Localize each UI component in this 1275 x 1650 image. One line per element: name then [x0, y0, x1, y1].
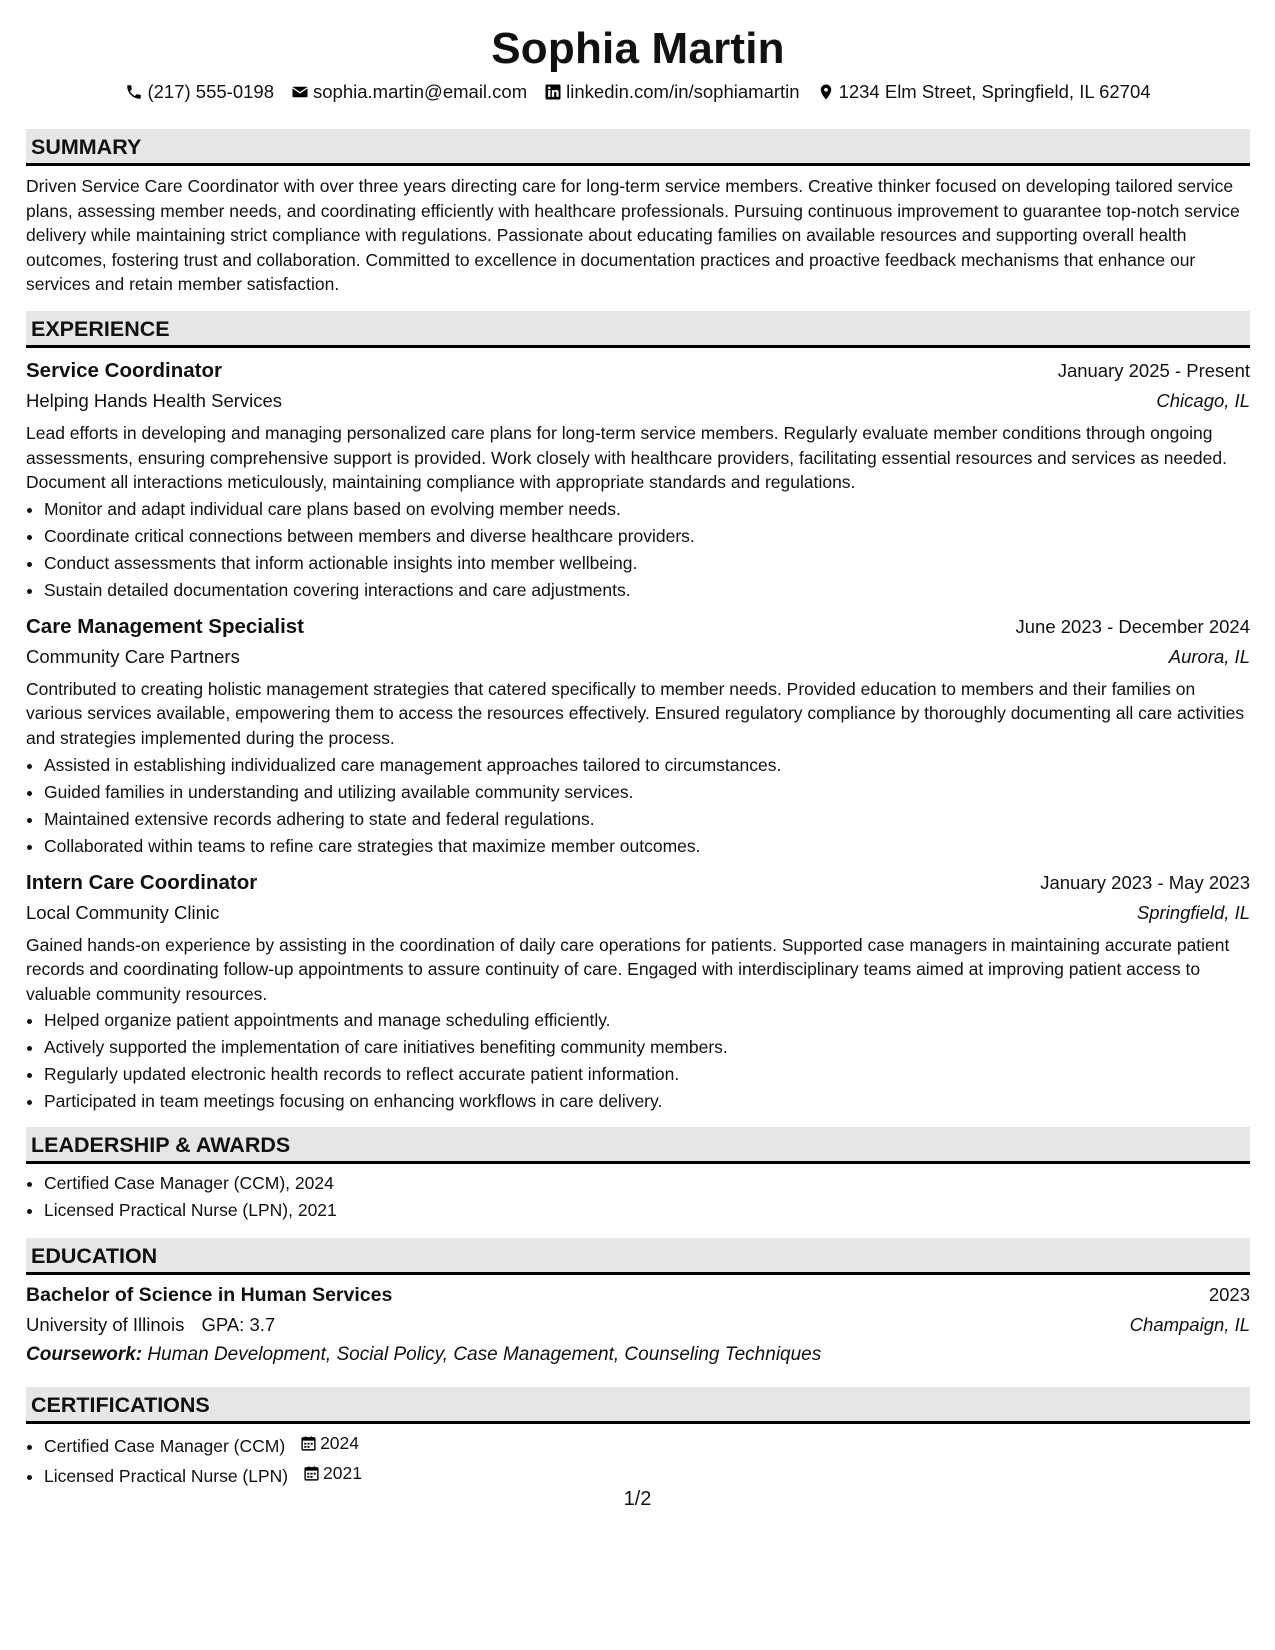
- job-location: Springfield, IL: [1136, 901, 1250, 923]
- list-item: • Certified Case Manager (CCM), 2024: [44, 1170, 1250, 1197]
- job-entry: [26, 868, 1250, 1116]
- list-item: • Guided families in understanding and utilizing available community services.: [44, 779, 1250, 806]
- job-entry: [26, 612, 1250, 860]
- job-entry: [26, 356, 1250, 604]
- experience-heading: EXPERIENCE: [26, 311, 1250, 348]
- page-number: 1/2: [623, 1488, 652, 1510]
- cert-year: 2024: [320, 1433, 359, 1454]
- contact-linkedin[interactable]: [544, 78, 799, 106]
- job-company: Helping Hands Health Services: [26, 389, 283, 411]
- list-item: • Assisted in establishing individualized care management approaches tailored to circumstances.: [44, 752, 1250, 779]
- awards-heading: LEADERSHIP & AWARDS: [26, 1127, 1250, 1164]
- gpa: GPA: 3.7: [201, 1314, 276, 1336]
- phone-text: (217) 555-0198: [147, 81, 274, 102]
- job-description: Lead efforts in developing and managing personalized care plans for long-term service members. Regularly evaluate member conditions through ongoing assessments, ensuring comprehensive support is provided. Work closely with healthcare providers, facilitating essential resources and services as needed. Document all interactions meticulously, maintaining compliance with appropriate standards and regulations.: [26, 422, 1227, 493]
- resume-page: [26, 22, 1250, 1490]
- list-item: • Participated in team meetings focusing on enhancing workflows in care delivery.: [44, 1088, 1250, 1115]
- certifications-heading: CERTIFICATIONS: [26, 1387, 1250, 1424]
- contact-bar: [26, 78, 1250, 106]
- address-text: 1234 Elm Street, Springfield, IL 62704: [838, 81, 1151, 102]
- contact-address: [817, 78, 1151, 106]
- list-item: [44, 1460, 1250, 1490]
- job-company: Local Community Clinic: [26, 901, 220, 923]
- list-item: • Coordinate critical connections between members and diverse healthcare providers.: [44, 523, 1250, 550]
- certifications-section: [26, 1387, 1250, 1490]
- list-item: • Helped organize patient appointments and manage scheduling efficiently.: [44, 1007, 1250, 1034]
- job-title: Intern Care Coordinator: [26, 870, 258, 894]
- calendar-icon: [303, 1465, 320, 1482]
- map-pin-icon: [817, 83, 835, 101]
- job-dates: January 2023 - May 2023: [1040, 871, 1250, 893]
- cert-date: [300, 1430, 359, 1457]
- list-item: • Regularly updated electronic health records to reflect accurate patient information.: [44, 1061, 1250, 1088]
- summary-text: Driven Service Care Coordinator with over three years directing care for long-term service members. Creative thinker focused on developing tailored service plans, assessing member needs, and coordinating efficiently with healthcare professionals. Pursuing continuous improvement to guarantee top-notch service delivery while maintaining strict compliance with regulations. Passionate about educating families on available resources and supporting overall health outcomes, fostering trust and collaboration. Committed to excellence in documentation practices and proactive feedback mechanisms that enhance our services and retain member satisfaction.: [26, 176, 1240, 295]
- cert-name: Licensed Practical Nurse (LPN): [44, 1466, 289, 1487]
- linkedin-icon: [544, 83, 562, 101]
- linkedin-text[interactable]: linkedin.com/in/sophiamartin: [566, 81, 800, 102]
- list-item: • Monitor and adapt individual care plans based on evolving member needs.: [44, 496, 1250, 523]
- job-dates: June 2023 - December 2024: [1015, 615, 1250, 637]
- job-bullets: [26, 496, 1250, 604]
- job-description: Gained hands-on experience by assisting in the coordination of daily care operations for patients. Supported case managers in maintaining accurate patient records and coordinating follow-up appointments to assure continuity of care. Engaged with interdisciplinary teams aimed at improving patient access to valuable community resources.: [26, 934, 1230, 1004]
- list-item: • Maintained extensive records adhering to state and federal regulations.: [44, 806, 1250, 833]
- contact-phone: [125, 78, 274, 106]
- cert-date: [303, 1460, 362, 1487]
- list-item: • Licensed Practical Nurse (LPN), 2021: [44, 1197, 1250, 1224]
- job-location: Aurora, IL: [1168, 645, 1250, 667]
- education-section: [26, 1238, 1250, 1370]
- envelope-icon: [291, 83, 309, 101]
- job-bullets: [26, 752, 1250, 860]
- experience-section: [26, 311, 1250, 1115]
- awards-list: [26, 1170, 1250, 1224]
- coursework-label: Coursework:: [26, 1344, 143, 1366]
- job-location: Chicago, IL: [1156, 389, 1250, 411]
- education-heading: EDUCATION: [26, 1238, 1250, 1275]
- phone-icon: [125, 83, 143, 101]
- job-title: Service Coordinator: [26, 358, 222, 382]
- job-title: Care Management Specialist: [26, 614, 304, 638]
- graduation-year: 2023: [1208, 1284, 1250, 1306]
- list-item: [44, 1430, 1250, 1460]
- contact-email[interactable]: [291, 78, 527, 106]
- cert-name: Certified Case Manager (CCM): [44, 1436, 286, 1457]
- job-dates: January 2025 - Present: [1057, 359, 1250, 381]
- degree-title: Bachelor of Science in Human Services: [26, 1284, 393, 1307]
- job-bullets: [26, 1007, 1250, 1115]
- email-text[interactable]: sophia.martin@email.com: [313, 81, 528, 102]
- school-location: Champaign, IL: [1129, 1314, 1250, 1336]
- list-item: • Collaborated within teams to refine care strategies that maximize member outcomes.: [44, 833, 1250, 860]
- school-name: University of Illinois: [26, 1314, 185, 1336]
- list-item: • Conduct assessments that inform actionable insights into member wellbeing.: [44, 550, 1250, 577]
- cert-year: 2021: [323, 1463, 362, 1484]
- candidate-name: Sophia Martin: [491, 24, 785, 73]
- job-company: Community Care Partners: [26, 645, 240, 667]
- list-item: • Sustain detailed documentation covering interactions and care adjustments.: [44, 577, 1250, 604]
- summary-heading: SUMMARY: [26, 129, 1250, 166]
- list-item: • Actively supported the implementation of care initiatives benefiting community members.: [44, 1034, 1250, 1061]
- job-description: Contributed to creating holistic management strategies that catered specifically to member needs. Provided education to members and their families on various services available, empowering them to access the resources effectively. Ensured regulatory compliance by thoroughly documenting all care activities and strategies implemented during the process.: [26, 678, 1245, 748]
- summary-section: [26, 129, 1250, 297]
- calendar-icon: [300, 1435, 317, 1452]
- certifications-list: [26, 1430, 1250, 1490]
- awards-section: [26, 1127, 1250, 1224]
- coursework-line: [26, 1340, 1250, 1370]
- coursework-text: Human Development, Social Policy, Case Management, Counseling Techniques: [147, 1344, 822, 1366]
